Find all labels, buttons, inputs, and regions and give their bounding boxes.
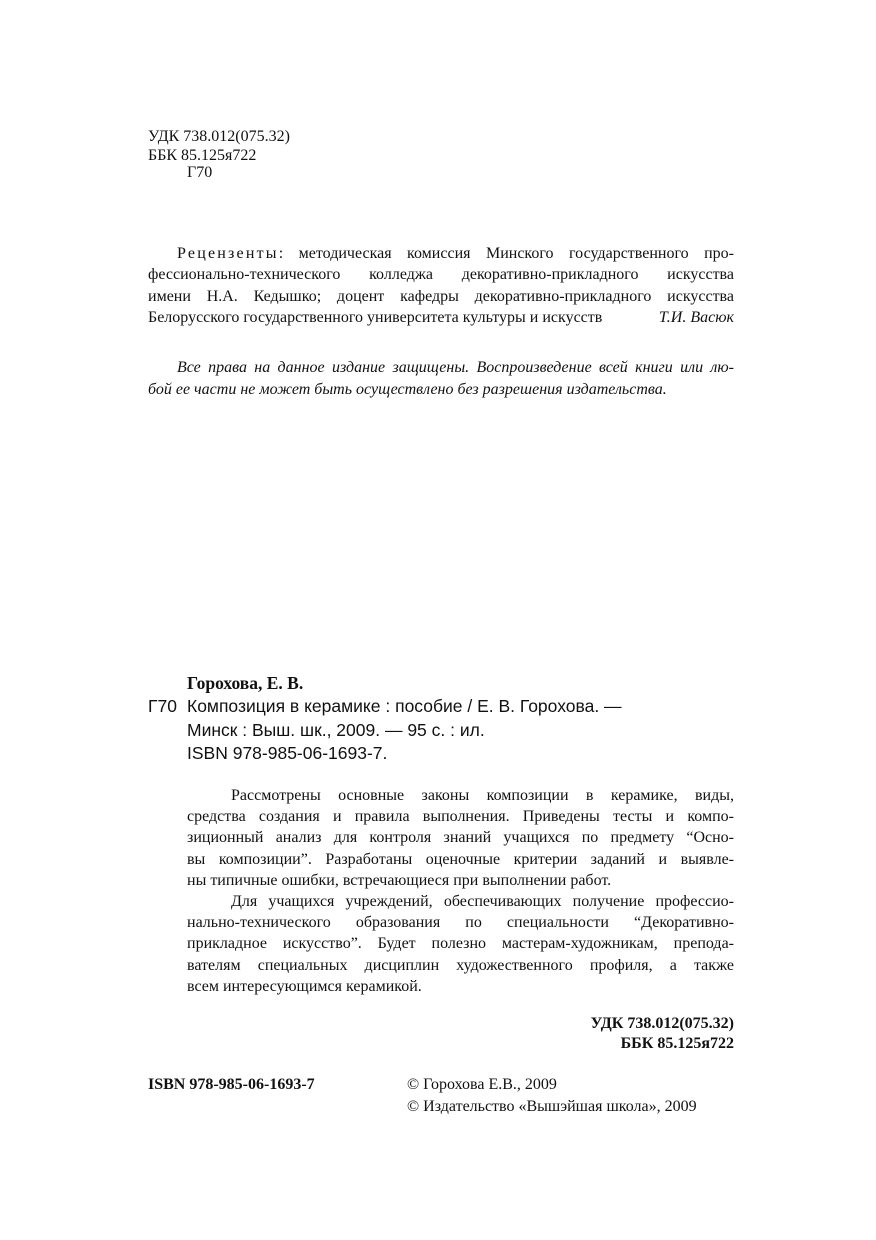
author-mark-top: Г70: [187, 164, 213, 181]
udk-code-bottom: УДК 738.012(075.32): [590, 1015, 734, 1032]
udk-code-top: УДК 738.012(075.32): [148, 128, 290, 145]
annotation-p2-line-3: прикладное искусство”. Будет полезно мастерам-художникам, препода-: [187, 935, 734, 953]
reviewers-line-2: фессионально-технического колледжа декоративно-прикладного искусства: [148, 266, 734, 284]
annotation-p2-line-5: всем интересующимся керамикой.: [187, 977, 422, 995]
annotation-p1-line-3: зиционный анализ для контроля знаний учащихся по предмету “Осно-: [187, 829, 734, 847]
rights-line-2: бой ее части не может быть осуществлено без разрешения издательства.: [148, 380, 667, 398]
reviewers-block: [148, 243, 734, 328]
author-mark-bib: Г70: [148, 696, 177, 716]
bbk-code-bottom: ББК 85.125я722: [620, 1035, 734, 1052]
bbk-code-top: ББК 85.125я722: [148, 147, 257, 164]
annotation-p1-line-5: ны типичные ошибки, встречающиеся при выполнении работ.: [187, 871, 612, 889]
annotation-p1-line-1: Рассмотрены основные законы композиции в керамике, виды,: [231, 787, 734, 804]
annotation-paragraph-2: [187, 891, 734, 997]
isbn-line: ISBN 978-985-06-1693-7.: [187, 743, 388, 763]
annotation-paragraph-1: [187, 785, 734, 891]
rights-notice: [148, 357, 734, 400]
reviewers-line-3: имени Н.А. Кедышко; доцент кафедры декоративно-прикладного искусства: [148, 287, 734, 305]
reviewers-line-1: Рецензенты: методическая комиссия Минского государственного про-: [177, 245, 734, 262]
rights-line-1: Все права на данное издание защищены. Воспроизведение всей книги или лю-: [177, 359, 734, 376]
footer-isbn: ISBN 978-985-06-1693-7: [148, 1076, 315, 1093]
annotation-p2-line-2: нально-технического образования по специальности “Декоративно-: [187, 914, 734, 932]
reviewer-name: Т.И. Васюк: [658, 308, 734, 326]
copyright-publisher: © Издательство «Вышэйшая школа», 2009: [407, 1098, 697, 1115]
annotation-p2-line-4: вателям специальных дисциплин художественного профиля, а также: [187, 956, 734, 974]
copyright-author: © Горохова Е.В., 2009: [407, 1076, 557, 1093]
reviewers-line-4: Белорусского государственного университета культуры и искусств Т.И. Васюк: [148, 307, 734, 328]
reviewers-label: Рецензенты: [177, 245, 279, 262]
title-line: Композиция в керамике : пособие / Е. В. Горохова. —: [187, 696, 622, 716]
publication-line: Минск : Выш. шк., 2009. — 95 с. : ил.: [187, 720, 485, 740]
author-heading: Горохова, Е. В.: [187, 673, 304, 693]
annotation-p1-line-4: вы композиции”. Разработаны оценочные критерии заданий и выявле-: [187, 850, 734, 868]
annotation-p2-line-1: Для учащихся учреждений, обеспечивающих получение профессио-: [231, 893, 734, 910]
annotation-p1-line-2: средства создания и правила выполнения. Приведены тесты и компо-: [187, 808, 734, 826]
